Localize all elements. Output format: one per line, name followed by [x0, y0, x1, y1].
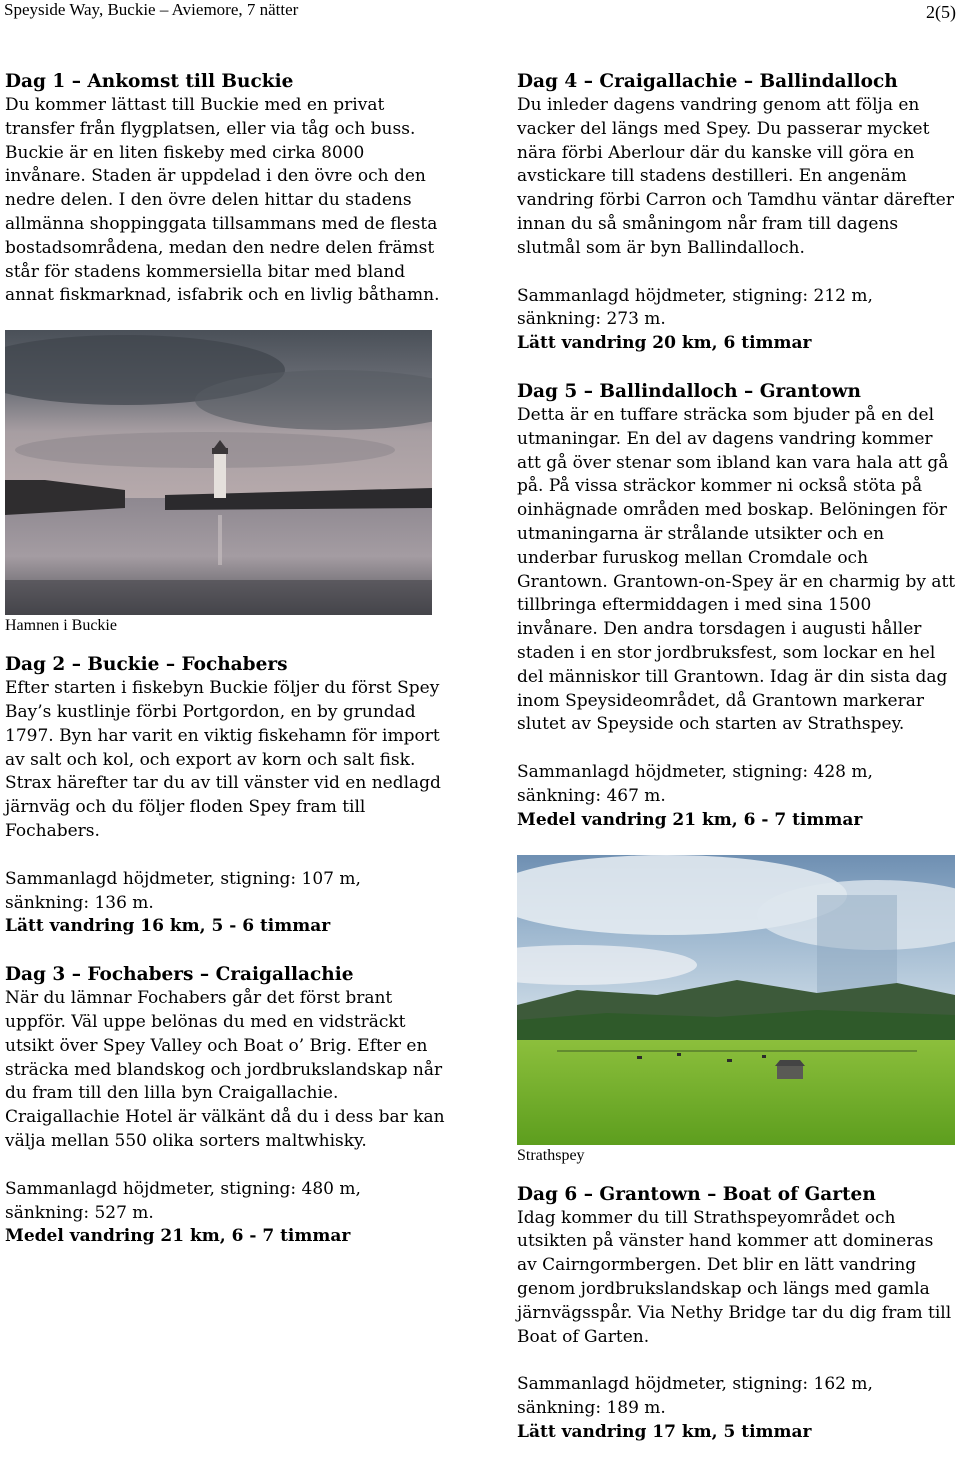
left-column — [5, 70, 445, 1249]
harbour-photo-caption: Hamnen i Buckie — [5, 617, 117, 635]
day5-heading: Dag 5 – Ballindalloch – Grantown — [517, 380, 861, 402]
day5-elevation: Sammanlagd höjdmeter, stigning: 428 m, sänkning: 467 m. — [517, 762, 873, 806]
document-title: Speyside Way, Buckie – Aviemore, 7 nätter — [4, 0, 299, 19]
right-column — [517, 70, 957, 1445]
day2-text: Efter starten i fiskebyn Buckie följer du först Spey Bay’s kustlinje förbi Portgordon, en by grundad 1797. Byn har varit en viktig fiskehamn för import av salt och kol, och export av korn och salt fisk. Strax härefter tar du av till vänster vid en nedlagd järnväg och du följer floden Spey fram till Fochabers. — [5, 678, 441, 841]
day2-heading: Dag 2 – Buckie – Fochabers — [5, 654, 288, 676]
day3-text: När du lämnar Fochabers går det först brant uppför. Väl uppe belönas du med en vidsträckt utsikt över Spey Valley och Boat o’ Brig. Efter en sträcka med blandskog och jordbrukslandskap når du fram till den lilla byn Craigallachie. Craigallachie Hotel är välkänt då du i dess bar kan välja mellan 550 olika sorters maltwhisky. — [5, 988, 445, 1151]
day4-elevation: Sammanlagd höjdmeter, stigning: 212 m, sänkning: 273 m. — [517, 285, 873, 330]
day1-heading: Dag 1 – Ankomst till Buckie — [5, 71, 294, 92]
page-header — [4, 0, 956, 22]
day6-elevation: Sammanlagd höjdmeter, stigning: 162 m, sänkning: 189 m. — [517, 1374, 873, 1419]
day5-text: Detta är en tuffare sträcka som bjuder på en del utmaningar. En del av dagens vandring kommer att gå över stenar som ibland kan vara hala att gå på. På vissa sträckor kommer ni också stöta på oinhägnade områden med boskap. Belöningen för utmaningarna är strålande utsikter och en underbar furuskog mellan Cromdale och Grantown. Grantown-on-Spey är en charmig by att tillbringa eftermiddagen i med sina 1500 invånare. Den andra torsdagen i augusti håller staden i en stor jordbruksfest, som lockar en hel del människor till Grantown. Idag är din sista dag inom Speysideområdet, då Grantown markerar slutet av Speyside och starten av Strathspey. — [517, 404, 956, 735]
day2-elevation: Sammanlagd höjdmeter, stigning: 107 m, sänkning: 136 m. — [5, 868, 361, 913]
day2-summary: Lätt vandring 16 km, 5 - 6 timmar — [5, 916, 331, 937]
day4-summary: Lätt vandring 20 km, 6 timmar — [517, 333, 812, 354]
page-number: 2(5) — [926, 2, 956, 22]
day6-text: Idag kommer du till Strathspeyområdet och utsikten på vänster hand kommer att domineras av Cairngormbergen. Det blir en lätt vandring genom jordbrukslandskap och längs med gamla järnvägsspår. Via Nethy Bridge tar du dig fram till Boat of Garten. — [517, 1207, 952, 1347]
day4-text: Du inleder dagens vandring genom att följa en vacker del längs med Spey. Du passerar mycket nära förbi Aberlour där du kanske vill göra en avstickare till stadens destilleri. En angenäm vandring förbi Carron och Tamdhu väntar därefter innan du så småningom når fram till dagens slutmål som är byn Ballindalloch. — [517, 95, 954, 258]
day5-summary: Medel vandring 21 km, 6 - 7 timmar — [517, 809, 863, 830]
day6-heading: Dag 6 – Grantown – Boat of Garten — [517, 1183, 876, 1205]
day4-heading: Dag 4 – Craigallachie – Ballindalloch — [517, 71, 898, 92]
strathspey-photo — [517, 855, 955, 1145]
harbour-photo — [5, 330, 432, 615]
day6-summary: Lätt vandring 17 km, 5 timmar — [517, 1421, 812, 1442]
strathspey-photo-caption: Strathspey — [517, 1146, 585, 1164]
day3-heading: Dag 3 – Fochabers – Craigallachie — [5, 964, 354, 986]
day3-elevation: Sammanlagd höjdmeter, stigning: 480 m, sänkning: 527 m. — [5, 1178, 361, 1223]
day3-summary: Medel vandring 21 km, 6 - 7 timmar — [5, 1226, 351, 1247]
day1-text: Du kommer lättast till Buckie med en privat transfer från flygplatsen, eller via tåg och buss. Buckie är en liten fiskeby med cirka 8000 invånare. Staden är uppdelad i den övre och den nedre delen. I den övre delen hittar du stadens allmänna shoppinggata tillsammans med de flesta bostadsområdena, medan den nedre delen främst står för stadens kommersiella bitar med bland annat fiskmarknad, isfabrik och en livlig båthamn. — [5, 95, 440, 306]
